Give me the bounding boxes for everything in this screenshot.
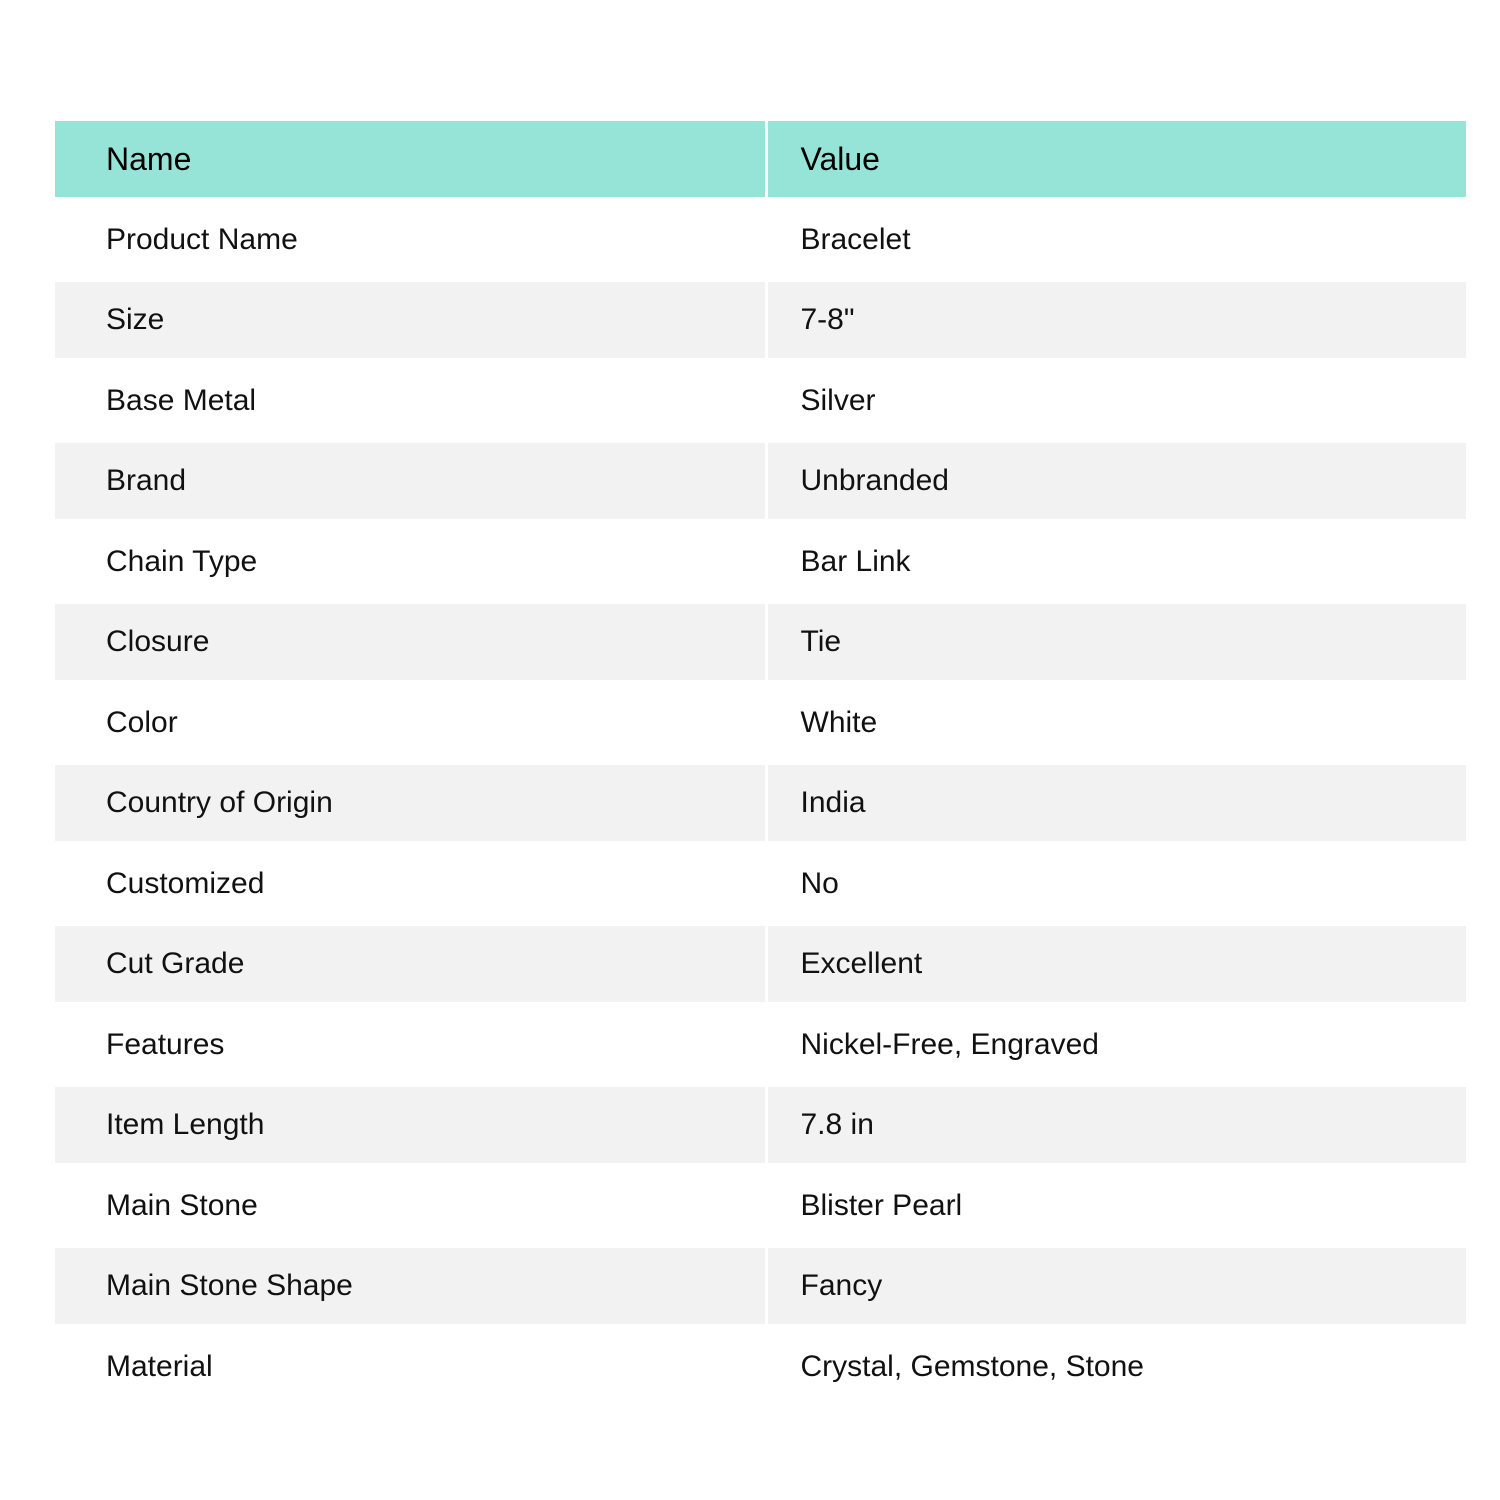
table-row <box>55 282 1466 358</box>
row-name-cell: Main Stone <box>55 1163 766 1248</box>
table-row <box>55 197 1466 282</box>
column-header-value: Value <box>766 121 1466 197</box>
table-header-row <box>55 121 1466 197</box>
row-name-cell: Cut Grade <box>55 926 766 1002</box>
row-name-cell: Country of Origin <box>55 765 766 841</box>
table-row <box>55 1163 1466 1248</box>
row-name-cell: Brand <box>55 443 766 519</box>
row-value-cell: Silver <box>800 383 876 417</box>
row-name-cell: Material <box>55 1324 766 1409</box>
product-spec-table <box>55 121 1466 1409</box>
table-row <box>55 443 1466 519</box>
column-header-name: Name <box>55 121 766 197</box>
row-name-cell: Chain Type <box>55 519 766 604</box>
row-name-cell: Closure <box>55 604 766 680</box>
table-row <box>55 519 1466 604</box>
row-name-cell: Customized <box>55 841 766 926</box>
row-value-cell: No <box>800 866 839 900</box>
row-value-cell: Blister Pearl <box>800 1188 963 1222</box>
row-name-cell: Color <box>55 680 766 765</box>
row-value-cell: 7.8 in <box>766 1087 1466 1163</box>
row-name-cell: Base Metal <box>55 358 766 443</box>
row-value-cell: Unbranded <box>766 443 1466 519</box>
row-value-cell: White <box>800 705 878 739</box>
row-name-cell: Main Stone Shape <box>55 1248 766 1324</box>
row-value-cell: Fancy <box>766 1248 1466 1324</box>
table-row <box>55 680 1466 765</box>
table-row <box>55 1324 1466 1409</box>
row-name-cell: Features <box>55 1002 766 1087</box>
table-row <box>55 841 1466 926</box>
table-row <box>55 604 1466 680</box>
row-value-cell: Excellent <box>766 926 1466 1002</box>
row-value-cell: India <box>766 765 1466 841</box>
table-row <box>55 358 1466 443</box>
table-row <box>55 1248 1466 1324</box>
row-name-cell: Product Name <box>55 197 766 282</box>
table-row <box>55 1002 1466 1087</box>
table-row <box>55 1087 1466 1163</box>
table-row <box>55 926 1466 1002</box>
row-value-cell: Bar Link <box>800 544 911 578</box>
row-value-cell: Crystal, Gemstone, Stone <box>800 1349 1144 1383</box>
table-row <box>55 765 1466 841</box>
row-name-cell: Item Length <box>55 1087 766 1163</box>
row-value-cell: 7-8" <box>766 282 1466 358</box>
row-value-cell: Nickel-Free, Engraved <box>800 1027 1099 1061</box>
row-name-cell: Size <box>55 282 766 358</box>
row-value-cell: Tie <box>766 604 1466 680</box>
row-value-cell: Bracelet <box>800 222 911 256</box>
